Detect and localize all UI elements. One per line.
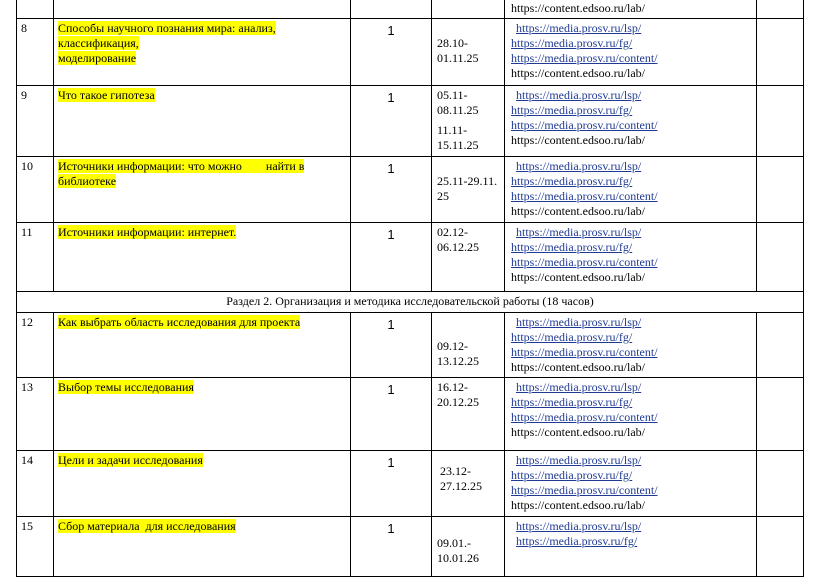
links-cell (505, 0, 757, 19)
resource-link[interactable]: https://media.prosv.ru/content/ (511, 51, 658, 65)
date-cell (432, 223, 505, 292)
links-cell (505, 451, 757, 517)
extra-cell (757, 0, 804, 19)
table-row (17, 223, 804, 292)
date-text: 28.10- (437, 36, 468, 50)
topic-text: библиотеке (58, 174, 117, 188)
date-cell (432, 157, 505, 223)
table-row (17, 378, 804, 451)
hours-cell: 1 (351, 86, 432, 157)
row-number-cell: 12 (17, 313, 54, 378)
date-text: 25 (437, 189, 449, 203)
table-row (17, 451, 804, 517)
resource-link[interactable]: https://content.edsoo.ru/lab/ (511, 1, 645, 15)
extra-cell (757, 157, 804, 223)
date-cell (432, 378, 505, 451)
date-text: 06.12.25 (437, 240, 479, 254)
row-number-cell: 9 (17, 86, 54, 157)
topic-cell (54, 223, 351, 292)
resource-link[interactable]: https://media.prosv.ru/content/ (511, 345, 658, 359)
topic-text: Способы научного познания мира: анализ, (58, 21, 276, 35)
links-cell (505, 19, 757, 86)
table-row (17, 86, 804, 157)
resource-link[interactable]: https://media.prosv.ru/fg/ (511, 395, 633, 409)
row-number-cell: 11 (17, 223, 54, 292)
topic-cell (54, 157, 351, 223)
topic-text: Сбор материала для исследования (58, 519, 236, 533)
date-text: 27.12.25 (440, 479, 482, 493)
resource-link[interactable]: https://media.prosv.ru/content/ (511, 189, 658, 203)
extra-cell (757, 86, 804, 157)
date-cell (432, 86, 505, 157)
lesson-plan-table (16, 0, 804, 577)
hours-cell: 1 (351, 378, 432, 451)
resource-link[interactable]: https://content.edsoo.ru/lab/ (511, 360, 645, 374)
date-cell (432, 19, 505, 86)
resource-link[interactable]: https://media.prosv.ru/fg/ (511, 36, 633, 50)
table-row (17, 313, 804, 378)
extra-cell (757, 223, 804, 292)
row-number-cell: 15 (17, 517, 54, 577)
resource-link[interactable]: https://content.edsoo.ru/lab/ (511, 204, 645, 218)
date-text: 16.12- (437, 380, 468, 394)
extra-cell (757, 378, 804, 451)
resource-link[interactable]: https://content.edsoo.ru/lab/ (511, 425, 645, 439)
date-text: 05.11- (437, 88, 468, 102)
date-text: 13.12.25 (437, 354, 479, 368)
links-cell (505, 86, 757, 157)
section-header-row (17, 292, 804, 313)
date-cell (432, 451, 505, 517)
topic-cell (54, 378, 351, 451)
table-row (17, 19, 804, 86)
resource-link[interactable]: https://media.prosv.ru/fg/ (511, 174, 633, 188)
hours-cell: 1 (351, 517, 432, 577)
date-text: 08.11.25 (437, 103, 479, 117)
resource-link[interactable]: https://media.prosv.ru/content/ (511, 255, 658, 269)
resource-link[interactable]: https://media.prosv.ru/lsp/ (516, 453, 642, 467)
hours-cell: 1 (351, 19, 432, 86)
date-text: 10.01.26 (437, 551, 479, 565)
topic-text: Выбор темы исследования (58, 380, 194, 394)
resource-link[interactable]: https://media.prosv.ru/lsp/ (516, 88, 642, 102)
resource-link[interactable]: https://content.edsoo.ru/lab/ (511, 270, 645, 284)
topic-cell (54, 19, 351, 86)
topic-cell (54, 451, 351, 517)
topic-cell (54, 0, 351, 19)
topic-cell (54, 86, 351, 157)
row-number-cell: 13 (17, 378, 54, 451)
links-cell (505, 157, 757, 223)
topic-text: Цели и задачи исследования (58, 453, 203, 467)
resource-link[interactable]: https://media.prosv.ru/fg/ (511, 330, 633, 344)
hours-cell: 1 (351, 223, 432, 292)
extra-cell (757, 451, 804, 517)
resource-link[interactable]: https://media.prosv.ru/lsp/ (516, 21, 642, 35)
date-text: 25.11-29.11. (437, 174, 498, 188)
links-cell (505, 223, 757, 292)
resource-link[interactable]: https://content.edsoo.ru/lab/ (511, 498, 645, 512)
resource-link[interactable]: https://content.edsoo.ru/lab/ (511, 66, 645, 80)
resource-link[interactable]: https://media.prosv.ru/fg/ (511, 240, 633, 254)
table-row (17, 0, 804, 19)
resource-link[interactable]: https://media.prosv.ru/lsp/ (516, 380, 642, 394)
resource-link[interactable]: https://content.edsoo.ru/lab/ (511, 133, 645, 147)
resource-link[interactable]: https://media.prosv.ru/lsp/ (516, 159, 642, 173)
hours-cell: 1 (351, 313, 432, 378)
topic-text: моделирование (58, 51, 137, 65)
topic-text: Источники информации: интернет. (58, 225, 237, 239)
resource-link[interactable]: https://media.prosv.ru/fg/ (516, 534, 638, 548)
date-cell (432, 313, 505, 378)
row-number-cell (17, 0, 54, 19)
resource-link[interactable]: https://media.prosv.ru/content/ (511, 483, 658, 497)
resource-link[interactable]: https://media.prosv.ru/fg/ (511, 103, 633, 117)
resource-link[interactable]: https://media.prosv.ru/content/ (511, 118, 658, 132)
links-cell (505, 313, 757, 378)
date-text: 20.12.25 (437, 395, 479, 409)
date-text: 23.12- (440, 464, 471, 478)
topic-text: классификация, (58, 36, 139, 50)
row-number-cell: 10 (17, 157, 54, 223)
resource-link[interactable]: https://media.prosv.ru/content/ (511, 410, 658, 424)
extra-cell (757, 313, 804, 378)
hours-cell: 1 (351, 451, 432, 517)
resource-link[interactable]: https://media.prosv.ru/lsp/ (516, 519, 642, 533)
topic-text: Как выбрать область исследования для проекта (58, 315, 301, 329)
topic-text: Что такое гипотеза (58, 88, 155, 102)
row-number-cell: 8 (17, 19, 54, 86)
date-text: 01.11.25 (437, 51, 479, 65)
links-cell (505, 378, 757, 451)
row-number-cell: 14 (17, 451, 54, 517)
topic-text: Источники информации: что можно найти в (58, 159, 305, 173)
resource-link[interactable]: https://media.prosv.ru/fg/ (511, 468, 633, 482)
date-text: 11.11- (437, 123, 468, 137)
date-text: 09.12- (437, 339, 468, 353)
extra-cell (757, 19, 804, 86)
resource-link[interactable]: https://media.prosv.ru/lsp/ (516, 225, 642, 239)
table-row (17, 157, 804, 223)
resource-link[interactable]: https://media.prosv.ru/lsp/ (516, 315, 642, 329)
date-text: 02.12- (437, 225, 468, 239)
section-title: Раздел 2. Организация и методика исследовательской работы (18 часов) (17, 292, 804, 313)
date-text: 15.11.25 (437, 138, 479, 152)
hours-cell: 1 (351, 157, 432, 223)
date-text: 09.01.- (437, 536, 471, 550)
hours-cell (351, 0, 432, 19)
date-cell (432, 0, 505, 19)
topic-cell (54, 313, 351, 378)
